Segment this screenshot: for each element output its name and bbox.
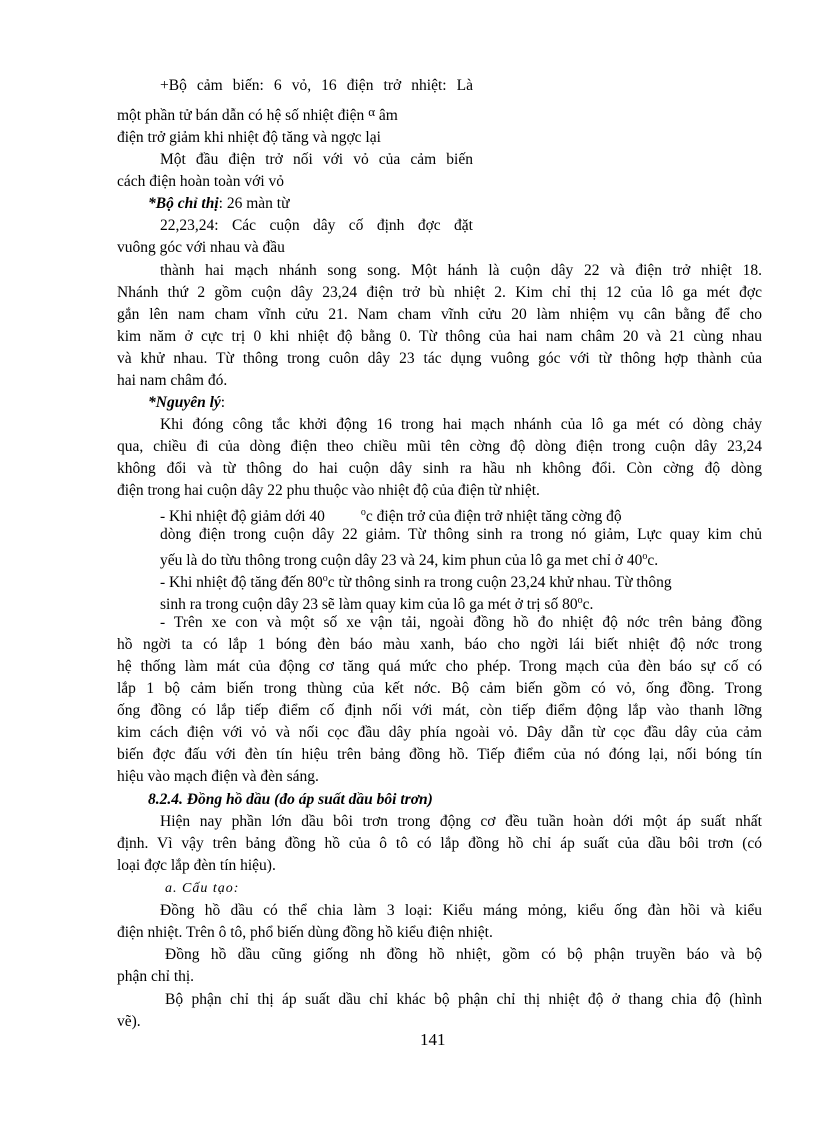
text-line: một phần tử bán dẫn có hệ số nhiệt điện $^\alpha$ âm bbox=[117, 104, 398, 124]
text-line: sinh ra trong cuộn dây 23 sẽ làm quay kim của lô ga mét ở trị số 80$^o$c. bbox=[160, 595, 594, 613]
text-line: Đồng hồ dầu có thể chia làm 3 loại: Kiểu máng mỏng, kiểu ống đàn hồi và kiểu bbox=[160, 902, 762, 919]
text-line: điện trở giảm khi nhiệt độ tăng và ngợc lại bbox=[117, 129, 381, 146]
text-line: hiệu vào mạch điện và đèn sáng. bbox=[117, 768, 319, 785]
heading-bo-chi-thi: *Bộ chỉ thị bbox=[148, 195, 219, 212]
text-line: thành hai mạch nhánh song song. Một hánh là cuộn dây 22 và điện trở nhiệt 18. bbox=[160, 262, 762, 279]
page-number: 141 bbox=[420, 1030, 446, 1049]
text-line: - Khi nhiệt độ tăng đến 80$^o$c từ thông sinh ra trong cuộn 23,24 khử nhau. Từ thông bbox=[160, 573, 672, 591]
text-line: - Khi nhiệt độ giảm dới 40 $^o$c điện trở của điện trở nhiệt tăng cờng độ bbox=[160, 507, 622, 525]
text-line: +Bộ cảm biến: 6 vỏ, 16 điện trở nhiệt: Là bbox=[160, 77, 473, 94]
text-line: vẽ). bbox=[117, 1013, 141, 1030]
text-line: định. Vì vậy trên bảng đồng hồ của ô tô có lắp đồng hồ chỉ áp suất của dầu bôi trơn (có bbox=[117, 835, 762, 852]
text-line: *Nguyên lý: bbox=[148, 394, 226, 411]
text-line: kim cách điện với vỏ và nối cọc đầu dây phía ngoài vỏ. Dây dẫn từ cọc đầu dây của cảm bbox=[117, 724, 762, 741]
text-line: vuông góc với nhau và đầu bbox=[117, 239, 285, 256]
alpha-symbol: α bbox=[368, 104, 375, 119]
text-line: và khử nhau. Từ thông trong cuôn dây 23 tác dụng vuông góc với từ thông hợp thành của bbox=[117, 350, 762, 367]
text-line: điện nhiệt. Trên ô tô, phổ biến dùng đồng hồ kiểu điện nhiệt. bbox=[117, 924, 493, 941]
text-line: loại đợc lắp đèn tín hiệu). bbox=[117, 857, 276, 874]
text-line: biến đợc đấu với đèn tín hiệu trên bảng đồng hồ. Tiếp điểm của nó đóng lại, nối bóng tín bbox=[117, 746, 762, 763]
text-line: ống đồng có lắp tiếp điểm cố định nối với mát, còn tiếp điểm động lắp vào thanh lỡng bbox=[117, 702, 762, 719]
text-line: - Trên xe con và một số xe vận tải, ngoài đồng hồ đo nhiệt độ nớc trên bảng đồng bbox=[160, 614, 762, 631]
text-line: dòng điện trong cuộn dây 22 giảm. Từ thông sinh ra trong nó giảm, Lực quay kim chủ bbox=[160, 526, 762, 543]
text-line: Bộ phận chỉ thị áp suất dầu chỉ khác bộ phận chỉ thị nhiệt độ ở thang chia độ (hình bbox=[165, 991, 762, 1008]
text-line: yếu là do từu thông trong cuộn dây 23 và 24, kim phun của lô ga met chỉ ở 40$^o$c. bbox=[160, 551, 659, 569]
text-line: cách điện hoàn toàn với vỏ bbox=[117, 173, 285, 190]
heading-nguyen-ly: *Nguyên lý bbox=[148, 394, 221, 411]
text-line: phận chỉ thị. bbox=[117, 968, 195, 985]
section-heading: 8.2.4. Đồng hồ dầu (đo áp suất dầu bôi trơn) bbox=[148, 791, 433, 808]
text-line: *Bộ chỉ thị: 26 màn từ bbox=[148, 195, 290, 212]
text-line: Đồng hồ dầu cũng giống nh đồng hồ nhiệt, gồm có bộ phận truyền báo và bộ bbox=[165, 946, 762, 963]
text-line: hồ ngời ta có lắp 1 bóng đèn báo màu xanh, báo cho ngời lái biết nhiệt độ nớc trong bbox=[117, 636, 762, 653]
text-line: Nhánh thứ 2 gồm cuộn dây 23,24 điện trở bù nhiệt 2. Kim chỉ thị 12 của lô ga mét đợc bbox=[117, 284, 762, 301]
text-line: không đổi và từ thông do hai cuộn dây sinh ra hầu nh không đổi. Còn cờng độ dòng bbox=[117, 460, 762, 477]
text-line: lắp 1 bộ cảm biến trong thùng của kết nớc. Bộ cảm biến gồm có vỏ, ống đồng. Trong bbox=[117, 680, 762, 697]
text-line: kim năm ở cực trị 0 khi nhiệt độ bằng 0. Từ thông của hai nam châm 20 và 21 cùng nhau bbox=[117, 328, 762, 345]
text-line: Hiện nay phần lớn dầu bôi trơn trong động cơ đều tuần hoàn dới một áp suất nhất bbox=[160, 813, 762, 830]
text-line: 22,23,24: Các cuộn dây cố định đợc đặt bbox=[160, 217, 473, 234]
text-line: qua, chiều đi của dòng điện theo chiều mũi tên cờng độ dòng điện trong cuộn dây 23,24 bbox=[117, 438, 762, 455]
text-line: Một đầu điện trở nối với vỏ của cảm biến bbox=[160, 151, 473, 168]
text-line: điện trong hai cuộn dây 22 phu thuộc vào nhiệt độ của điện từ nhiệt. bbox=[117, 482, 540, 499]
text-line: hai nam châm đó. bbox=[117, 372, 228, 389]
text-line: Khi đóng công tắc khởi động 16 trong hai mạch nhánh của lô ga mét có dòng chảy bbox=[160, 416, 762, 433]
text-line: gắn lên nam cham vĩnh cửu 21. Nam cham vĩnh cửu 20 làm nhiệm vụ cân bằng để cho bbox=[117, 306, 762, 323]
subheading-cau-tao: a. Cấu tạo: bbox=[165, 881, 240, 896]
text-line: hệ thống làm mát của động cơ tăng quá mức cho phép. Trong mạch của đèn báo sự cố có bbox=[117, 658, 762, 675]
